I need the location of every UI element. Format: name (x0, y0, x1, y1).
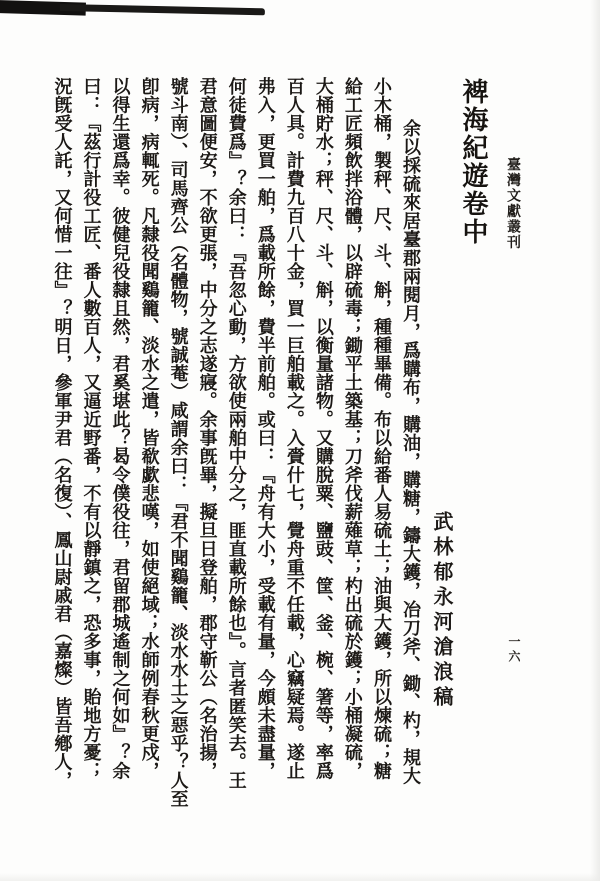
text-column-1: 余以採硫來居臺郡兩閱月，爲購布，購油，購糖，鑄大鑊，冶刀斧、鋤、杓，規大 (400, 119, 421, 785)
text-column-6: 弗入，更買一舶，爲載所餘，費半前舶。或曰：『舟有大小，受載有量，今頗未盡量， (254, 77, 276, 780)
text-column-8: 君意圖便安，不欲更張，中分之志遂寢。余事旣畢，擬旦日登舶，郡守靳公（名治揚， (196, 77, 218, 780)
text-column-10: 卽病，病輒死。凡隸役聞鷄籠、淡水之遣，皆欷歔悲嘆，如使絕域；水師例春秋更戍， (138, 77, 160, 780)
author-line: 武林郁永河滄浪稿 (430, 511, 454, 711)
scan-artifact-smear (60, 4, 265, 15)
body-text (47, 77, 425, 833)
text-column-11: 以得生還爲幸。彼健兒役隸且然，君奚堪此？曷令僕役往，君留郡城遙制之何如』？余 (109, 77, 131, 780)
text-column-5: 百人具。計費九百八十金，買一巨舶載之。入賫什七，覺舟重不任載，心竊疑焉。遂止 (283, 77, 305, 780)
text-column-9: 號斗南）、司馬齊公（名體物，號誠菴）咸謂余曰：『君不聞鷄籠、淡水水土之惡乎？人至 (167, 77, 189, 808)
series-label: 臺灣文獻叢刊 (505, 157, 521, 250)
text-column-7: 何徒費爲』？余曰：『吾忽心動，方欲使兩舶中分之，匪直載所餘也』。言者匿笑去。王 (225, 77, 247, 790)
page-title: 裨海紀遊卷中 (458, 78, 488, 246)
text-column-12: 曰：『茲行計役工匠、番人數百人，又逼近野番，不有以靜鎮之，恐多事，貽地方憂； (80, 77, 102, 780)
text-column-13: 況旣受人託，又何惜一往』？明日，參軍尹君（名復）、鳳山尉戚君（嘉燦）皆吾鄕人， (51, 77, 73, 790)
page-number: 一六 (507, 635, 521, 665)
text-column-2: 小木桶，製秤、尺、斗、斛，種種畢備。布以給番人易硫土；油與大鑊，所以煉硫；糖 (370, 77, 392, 780)
text-column-4: 大桶貯水；秤、尺、斗、斛，以衡量諸物。又購脫粟、鹽豉、筐、釜、椀、箸等，率爲 (312, 77, 334, 780)
text-column-3: 給工匠頻飲拌浴體，以辟硫毒；鋤平土築基；刀斧伐薪薙草；杓出硫於鑊；小桶凝硫， (341, 77, 363, 780)
